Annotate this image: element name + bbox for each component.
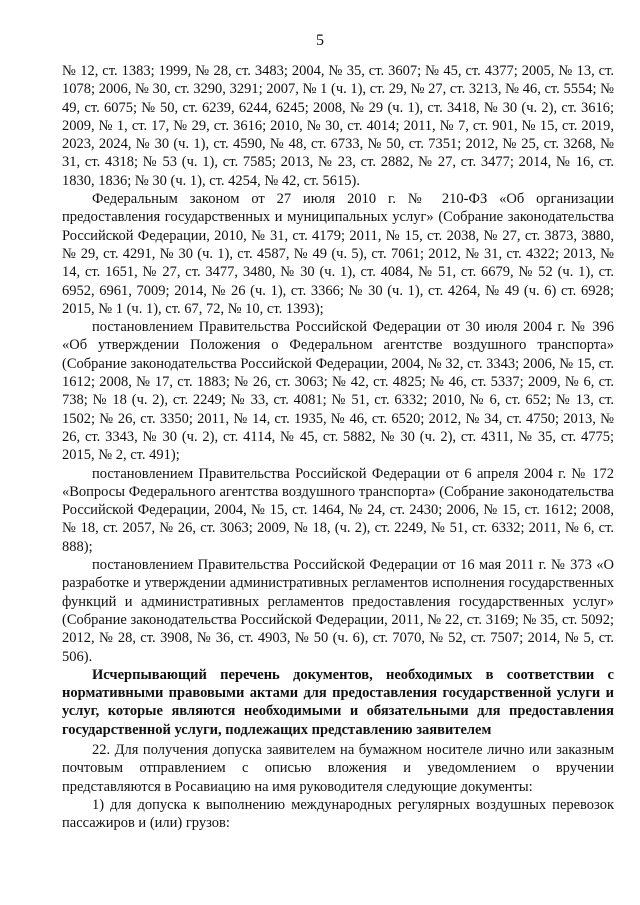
resolution-396-paragraph: постановлением Правительства Российской Федерации от 30 июля 2004 г. № 396 «Об утверждении Положения о Федеральном агентстве воздушного транспорта» (Собрание законодательства Российской Федерации, 2004, № 32, ст. 3343; 2006, № 15, ст. 1612; 2008, № 17, ст. 1883; № 26, ст. 3063; № 42, ст. 4825; № 46, ст. 5337; 2009, № 6, ст. 738; № 18 (ч. 2), ст. 2249; № 33, ст. 4081; № 51, ст. 6332; 2010, № 6, ст. 652; № 13, ст. 1502; № 26, ст. 3350; 2011, № 14, ст. 1935, № 46, ст. 6520; 2012, № 34, ст. 4750; 2013, № 26, ст. 3343, № 30 (ч. 2), ст. 4114, № 45, ст. 5882, № 30 (ч. 2), ст. 4311, № 35, ст. 4775; 2015, № 2, ст. 491); xyxy=(62,319,614,464)
resolution-172-paragraph: постановлением Правительства Российской Федерации от 6 апреля 2004 г. № 172 «Вопросы Федерального агентства воздушного транспорта» (Собрание законодательства Российской Федерации, 2004, № 15, ст. 1464, № 24, ст. 2430; 2006, № 15, ст. 1612; 2008, № 18, ст. 2057, № 26, ст. 3063; 2009, № 18, (ч. 2), ст. 2249, № 51, ст. 6332; 2011, № 6, ст. 888); xyxy=(62,465,614,555)
federal-law-210-paragraph: Федеральным законом от 27 июля 2010 г. № 210-ФЗ «Об организации предоставления государственных и муниципальных услуг» (Собрание законодательства Российской Федерации, 2010, № 31, ст. 4179; 2011, № 15, ст. 2038, № 27, ст. 3873, 3880, № 29, ст. 4291, № 30 (ч. 1), ст. 4587, № 49 (ч. 5), ст. 7061; 2012, № 31, ст. 4322; 2013, № 14, ст. 1651, № 27, ст. 3477, 3480, № 30 (ч. 1), ст. 4084, № 51, ст. 6679, № 52 (ч. 1), ст. 6952, 6961, 7009; 2014, № 26 (ч. 1), ст. 3366; № 30 (ч. 1), ст. 4264, № 49 (ч. 6) ст. 6928; 2015, № 1 (ч. 1), ст. 67, 72, № 10, ст. 1393); xyxy=(62,191,614,317)
page-number: 5 xyxy=(316,32,324,49)
resolution-373-paragraph: постановлением Правительства Российской Федерации от 16 мая 2011 г. № 373 «О разработке и утверждении административных регламентов исполнения государственных функций и административных регламентов предоставления государственных услуг» (Собрание законодательства Российской Федерации, 2011, № 22, ст. 3169; № 35, ст. 5092; 2012, № 28, ст. 3908, № 36, ст. 4903, № 50 (ч. 6), ст. 7070, № 52, ст. 7507; 2014, № 5, ст. 506). xyxy=(62,557,614,665)
item-22-subitem-1: 1) для допуска к выполнению международных регулярных воздушных перевозок пассажиров и (или) грузов: xyxy=(62,796,614,832)
section-heading: Исчерпывающий перечень документов, необходимых в соответствии с нормативными правовыми актами для предоставления государственной услуги и услуг, которые являются необходимыми и обязательными для предоставления государственной услуги, подлежащих представлению заявителем xyxy=(62,666,614,738)
item-22-paragraph: 22. Для получения допуска заявителем на бумажном носителе лично или заказным почтовым отправлением с описью вложения и уведомлением о вручении представляются в Росавиацию на имя руководителя следующие документы: xyxy=(62,741,614,795)
legislation-citation-continued: № 12, ст. 1383; 1999, № 28, ст. 3483; 2004, № 35, ст. 3607; № 45, ст. 4377; 2005, № 13, ст. 1078; 2006, № 30, ст. 3290, 3291; 2007, № 1 (ч. 1), ст. 29, № 27, ст. 3213, № 46, ст. 5554; № 49, ст. 6075; № 50, ст. 6239, 6244, 6245; 2008, № 29 (ч. 1), ст. 3418, № 30 (ч. 2), ст. 3616; 2009, № 1, ст. 17, № 29, ст. 3616; 2010, № 30, ст. 4014; 2011, № 7, ст. 901, № 15, ст. 2019, 2023, 2024, № 30 (ч. 1), ст. 4590, № 48, ст. 6733, № 50, ст. 7351; 2012, № 25, ст. 3268, № 31, ст. 4318; № 53 (ч. 1), ст. 7585; 2013, № 23, ст. 2882, № 27, ст. 3477; 2014, № 16, ст. 1830, 1836; № 30 (ч. 1), ст. 4254, № 42, ст. 5615). xyxy=(62,63,614,189)
document-body xyxy=(62,62,614,832)
